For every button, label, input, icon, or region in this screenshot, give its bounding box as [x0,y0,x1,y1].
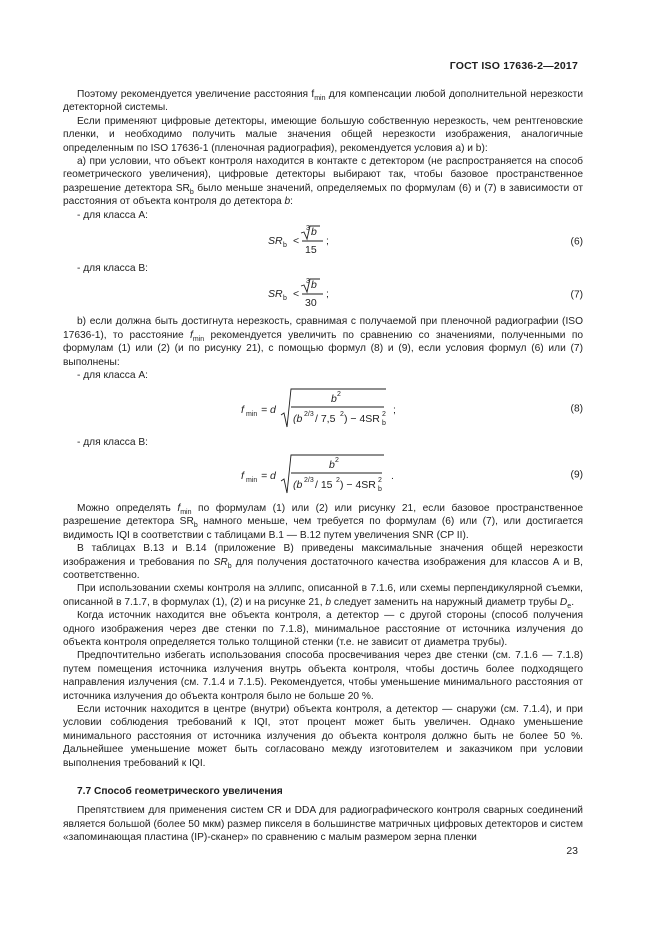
svg-text:= d: = d [261,469,276,482]
svg-text:b: b [311,226,317,239]
class-b-label-1: - для класса В: [77,263,148,275]
svg-text:2: 2 [337,390,341,398]
svg-text:2/3: 2/3 [304,476,314,484]
svg-text:b: b [283,295,287,303]
formula-7-number: (7) [570,289,583,301]
svg-text:;: ; [393,403,396,416]
svg-text:2: 2 [382,410,386,418]
class-a-label-2: - для класса А: [77,370,148,382]
formula-9-number: (9) [570,469,583,481]
svg-text:2: 2 [340,410,344,418]
paragraph-8: Когда источник находится вне объекта контроля, а детектор — с другой стороны (способ получения одного изображения через две стенки по 7.1.8), минимальное расстояние от источника излучения до объекта контроля определяется только толщиной стенки (т.е. не зависит от диаметра трубы). [63,610,583,648]
class-b-label-2: - для класса В: [77,436,148,448]
svg-text:b: b [378,485,382,493]
svg-text:3: 3 [306,278,310,286]
paragraph-4: b) если должна быть достигнута нерезкость, сравнимая с получаемой при пленочной радиографии (ISO 17636-1), то расстояние $f_{min}$ рекомендуется увеличить по сравнению со значениями, полученными по формулам (1) или (2) (и по рисунку 21), с помощью формул (8) и (9), если условия формул (6) или (7) выполнены: [63,316,583,368]
svg-text:= d: = d [261,403,276,416]
formula-6-expression [268,222,398,262]
svg-text:;: ; [326,288,329,301]
svg-text:<: < [293,235,300,248]
formula-8-number: (8) [570,403,583,415]
svg-text:) − 4SR: ) − 4SR [344,412,380,425]
svg-text:<: < [293,288,300,301]
svg-text:b: b [331,392,337,405]
formula-7-expression [268,275,398,315]
formula-8-expression [241,383,421,436]
formula-7 [63,275,583,315]
svg-text:SR: SR [268,235,283,248]
paragraph-11: Препятствием для применения систем CR и DDA для радиографического контроля сварных соединений является большой (более 50 мкм) размер пикселя в большинстве матричных цифровых детекторов и систем «запоминающая пластина (IP)-сканер» по сравнению с малым размером зерна пленки [63,805,583,844]
svg-text:(b: (b [293,478,303,491]
paragraph-1: Поэтому рекомендуется увеличение расстояния $f_{min}$ для компенсации любой дополнительной нерезкости детекторной системы. [63,89,584,114]
svg-text:2: 2 [378,476,382,484]
paragraph-10: Если источник находится в центре (внутри) объекта контроля, а детектор — снаружи (см. 7.1.4), и при условии соблюдения требований к IQI, этот процент может быть увеличен. Однако уменьшение минимального расстояния от источника излучения до объекта контроля должно быть не более 50 %. Дальнейшее уменьшение может быть согласовано между изготовителем и заказчиком при условии выполнения требований к IQI. [63,704,583,769]
formula-6 [63,222,583,262]
formula-9-expression [241,449,421,502]
page-header-title: ГОСТ ISO 17636-2—2017 [449,60,578,72]
svg-text:/ 15: / 15 [315,478,333,491]
svg-text:2/3: 2/3 [304,410,314,418]
paragraph-9: Предпочтительно избегать использования способа просвечивания через две стенки (см. 7.1.6 — 7.1.8) путем помещения источника излучения внутрь объекта контроля, чтобы достичь более подходящего направления излучения (см. 7.1.4 и 7.1.5). Рекомендуется, чтобы уменьшение минимального расстояния от источника излучения до объекта контроля было не больше 20 %. [63,650,583,702]
paragraph-2: Если применяют цифровые детекторы, имеющие большую собственную нерезкость, чем рентгеновские пленки, и необходимо получить малые значения общей нерезкости изображения, аналогичные определенным по ISO 17636-1 (пленочная радиография), рекомендуется условия а) и b): [63,115,583,154]
formula-9 [63,449,583,502]
formula-6-number: (6) [570,236,583,248]
svg-text:b: b [329,458,335,471]
svg-text:30: 30 [305,297,317,310]
svg-text:SR: SR [268,288,283,301]
svg-text:min: min [246,410,258,418]
svg-text:min: min [246,476,258,484]
svg-text:2: 2 [336,476,340,484]
svg-text:(b: (b [293,412,303,425]
svg-text:3: 3 [306,225,310,233]
section-heading-7-7: 7.7 Способ геометрического увеличения [77,786,283,798]
class-a-label-1: - для класса А: [77,209,148,221]
document-body [63,88,583,845]
svg-text:b: b [311,279,317,292]
svg-text:f: f [241,469,244,482]
svg-text:f: f [241,403,244,416]
paragraph-5: Можно определять $f_{min}$ по формулам (1) или (2) или рисунку 21, если базовое пространственное разрешение детектора $SR_b$ намного меньше, чем требуется по формулам (6) или (7), или достигается видимость IQI в соответствии с таблицами В.1 — В.12 путем увеличения SNR (CP II). [63,502,583,541]
svg-text:) − 4SR: ) − 4SR [340,478,376,491]
paragraph-6: В таблицах В.13 и В.14 (приложение В) приведены максимальные значения общей нерезкости изображения и требования по $SR_b$ для получения достаточного качества изображения для классов А и В, соответственно. [63,543,583,581]
paragraph-7: При использовании схемы контроля на эллипс, описанной в 7.1.6, или схемы перпендикулярной съемки, описанной в 7.1.7, в формулах (1), (2) и на рисунке 21, b следует заменить на наружный диаметр трубы $D_e$. [63,583,583,610]
svg-text:2: 2 [335,456,339,464]
paragraph-3: а) при условии, что объект контроля находится в контакте с детектором (не распространяется на способ геометрического увеличения), цифровые детекторы выбирают так, чтобы базовое пространственное разрешение детектора $SR_b$ было меньше значений, определяемых по формулам (6) и (7) в зависимости от расстояния от объекта контроля до детектора b: [63,156,583,208]
svg-text:b: b [382,419,386,427]
svg-text:b: b [283,242,287,250]
svg-text:/ 7,5: / 7,5 [315,412,336,425]
formula-8 [63,383,583,436]
svg-text:;: ; [326,235,329,248]
svg-text:15: 15 [305,244,317,257]
page-number: 23 [566,845,578,857]
svg-text:.: . [391,469,394,482]
